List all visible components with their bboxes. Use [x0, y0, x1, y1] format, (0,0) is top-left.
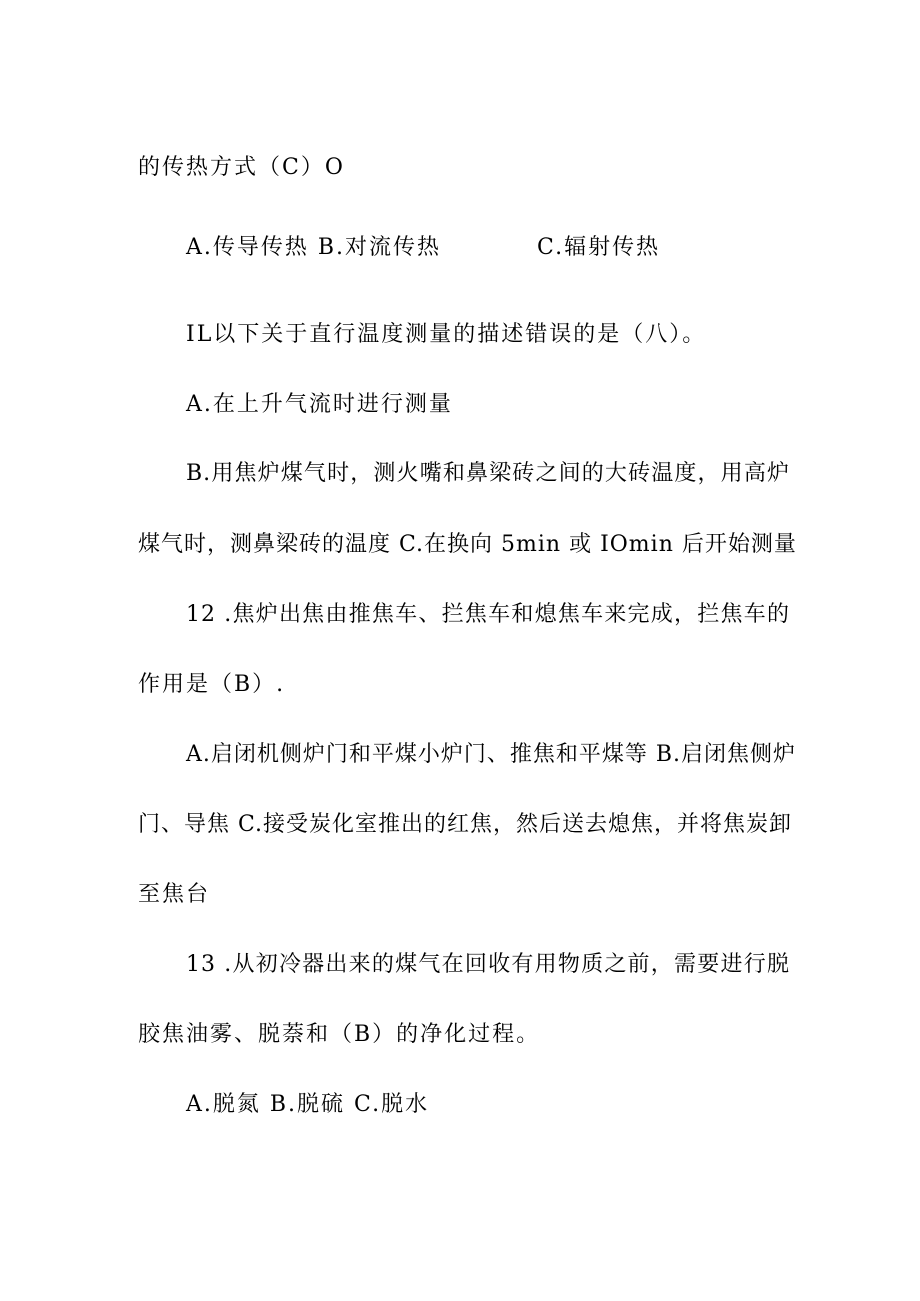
- text-line-5: B.用焦炉煤气时，测火嘴和鼻梁砖之间的大砖温度，用高炉: [186, 461, 790, 486]
- text-line-12: 13 .从初冷器出来的煤气在回收有用物质之前，需要进行脱: [186, 952, 790, 977]
- text-line-8: 作用是（B）.: [138, 672, 286, 697]
- text-line-11: 至焦台: [138, 882, 211, 907]
- text-line-2: [186, 233, 660, 263]
- text-line-3: IL以下关于直行温度测量的描述错误的是（八）。: [186, 322, 707, 347]
- text-line-7: 12 .焦炉出焦由推焦车、拦焦车和熄焦车来完成，拦焦车的: [186, 602, 790, 627]
- text-line-4: A.在上升气流时进行测量: [186, 392, 453, 417]
- text-line-6: 煤气时，测鼻梁砖的温度 C.在换向 5min 或 IOmin 后开始测量: [138, 532, 797, 557]
- option-ab: A.传导传热 B.对流传热: [186, 235, 442, 260]
- text-line-9: A.启闭机侧炉门和平煤小炉门、推焦和平煤等 B.启闭焦侧炉: [186, 742, 797, 767]
- text-line-1: 的传热方式（C）O: [138, 155, 345, 180]
- text-line-14: A.脱氮 B.脱硫 C.脱水: [186, 1092, 430, 1117]
- text-line-10: 门、导焦 C.接受炭化室推出的红焦，然后送去熄焦，并将焦炭卸: [138, 812, 793, 837]
- text-line-13: 胶焦油雾、脱萘和（B）的净化过程。: [138, 1022, 541, 1047]
- option-c: C.辐射传热: [537, 235, 661, 260]
